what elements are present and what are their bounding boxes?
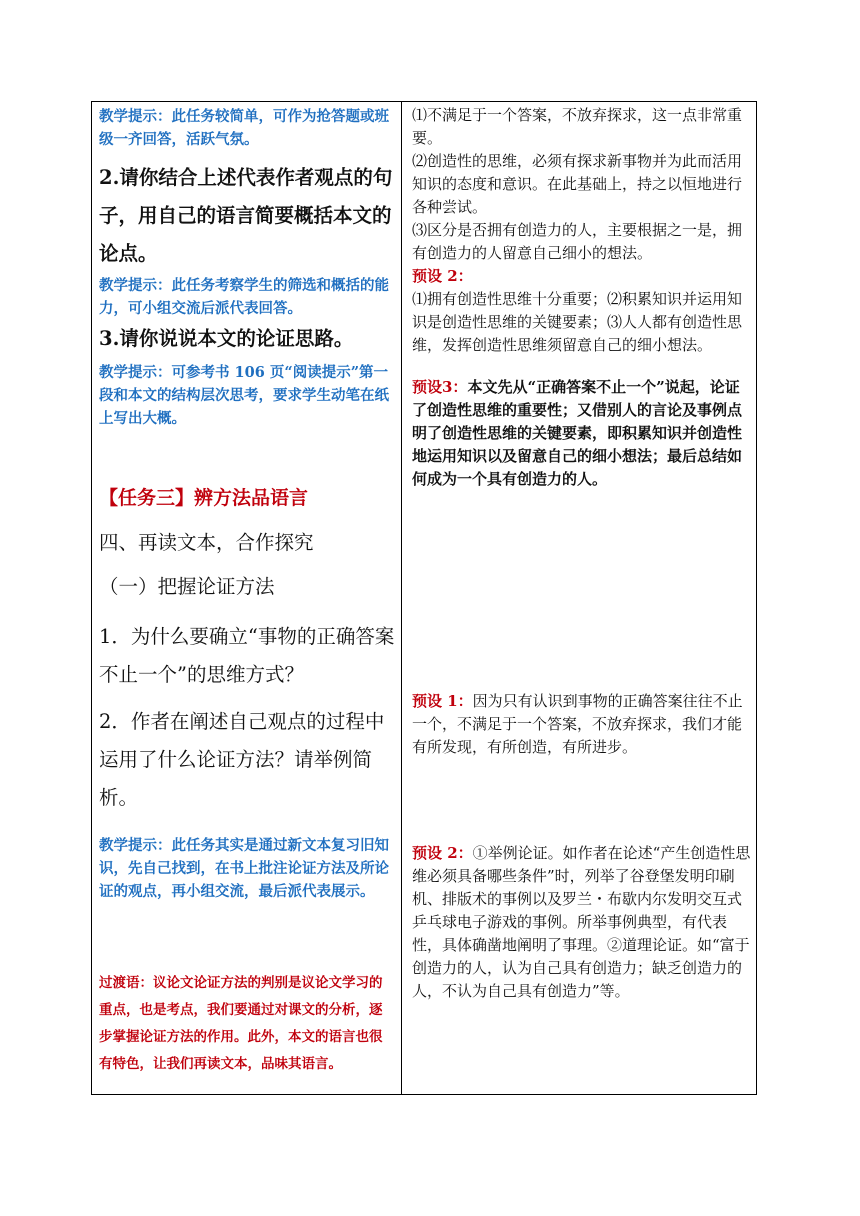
teaching-tip-2: 教学提示：此任务考察学生的筛选和概括的能力，可小组交流后派代表回答。 (99, 277, 389, 317)
section-four-title: 四、再读文本，合作探究 (99, 531, 314, 554)
task-three-title: 辨方法品语言 (194, 487, 309, 509)
preset-3-block (402, 376, 757, 491)
preset-3-label: 预设3： (412, 378, 468, 396)
question-methods: 2．作者在阐述自己观点的过程中运用了什么论证方法？请举例简析。 (99, 710, 385, 809)
preset-2-text: ⑴拥有创造性思维十分重要；⑵积累知识并运用知识是创造性思维的关键要素；⑶人人都有创造性思维，发挥创造性思维须留意自己的细小想法。 (412, 290, 743, 354)
question-why: 1．为什么要确立“事物的正确答案不止一个”的思维方式？ (99, 625, 395, 686)
preset-2-block (402, 265, 757, 288)
subsection-title: （一）把握论证方法 (99, 575, 275, 598)
left-column (92, 102, 401, 1094)
answer-item-1: ⑴不满足于一个答案，不放弃探求，这一点非常重要。 (412, 106, 743, 147)
preset-1-block (402, 690, 757, 759)
preset-3-text: 本文先从“正确答案不止一个”说起，论证了创造性思维的重要性；又借别人的言论及事例点明了创造性思维的关键要素，即积累知识并创造性地运用知识以及留意自己的细小想法；最后总结如何成为一个具有创造力的人。 (412, 378, 743, 488)
preset-2b-block (402, 842, 757, 1003)
question-2: 2.请你结合上述代表作者观点的句子，用自己的语言简要概括本文的论点。 (99, 166, 393, 265)
preset-2b-text: ①举例论证。如作者在论述“产生创造性思维必须具备哪些条件”时，列举了谷登堡发明印刷机、排版术的事例以及罗兰・布歇内尔发明交互式乒乓球电子游戏的事例。所举事例典型，有代表性，具体确凿地阐明了事理。②道理论证。如“富于创造力的人，认为自己具有创造力；缺乏创造力的人，不认为自己具有创造力”等。 (412, 844, 751, 1000)
answer-item-3: ⑶区分是否拥有创造力的人，主要根据之一是，拥有创造力的人留意自己细小的想法。 (412, 221, 743, 262)
right-column (402, 102, 757, 1094)
preset-1-label: 预设 1： (412, 692, 473, 710)
preset-2-label: 预设 2： (412, 267, 473, 285)
lesson-table (91, 101, 757, 1095)
task-three-heading (92, 479, 401, 517)
preset-2b-label: 预设 2： (412, 844, 473, 862)
teaching-tip-1: 教学提示：此任务较简单，可作为抢答题或班级一齐回答，活跃气氛。 (99, 108, 389, 148)
preset-1-text: 因为只有认识到事物的正确答案往往不止一个，不满足于一个答案，不放弃探求，我们才能有所发现，有所创造，有所进步。 (412, 692, 743, 756)
teaching-tip-4: 教学提示：此任务其实是通过新文本复习旧知识，先自己找到，在书上批注论证方法及所论证的观点，再小组交流，最后派代表展示。 (99, 837, 389, 900)
question-3: 3.请你说说本文的论证思路。 (99, 327, 354, 350)
answer-item-2: ⑵创造性的思维，必须有探求新事物并为此而活用知识的态度和意识。在此基础上，持之以恒地进行各种尝试。 (412, 152, 743, 216)
task-three-tag: 【任务三】 (99, 487, 195, 509)
transition-note: 过渡语：议论文论证方法的判别是议论文学习的重点，也是考点，我们要通过对课文的分析，逐步掌握论证方法的作用。此外，本文的语言也很有特色，让我们再读文本，品味其语言。 (99, 975, 383, 1072)
teaching-tip-3: 教学提示：可参考书 106 页“阅读提示”第一段和本文的结构层次思考，要求学生动笔在纸上写出大概。 (99, 364, 389, 427)
